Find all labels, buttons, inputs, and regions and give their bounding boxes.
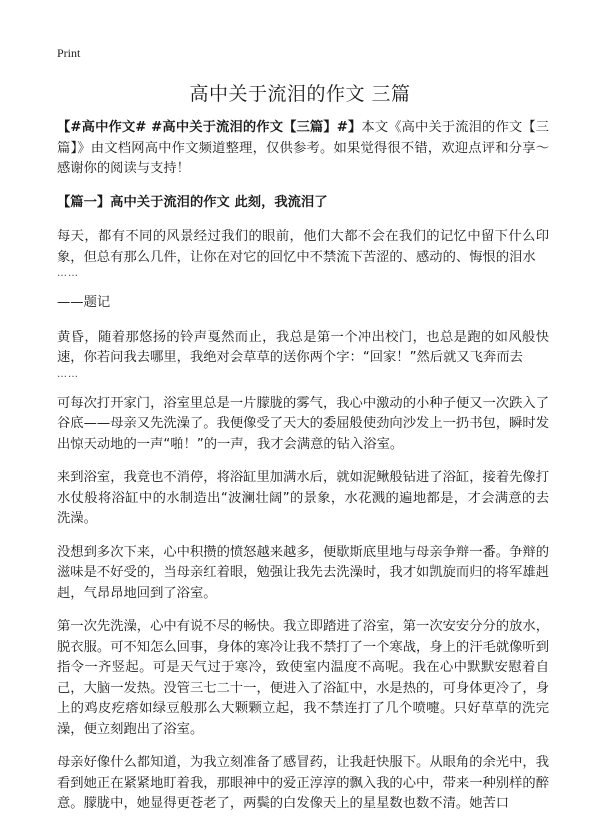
article-paragraph: 没想到多次下来，心中积攒的愤怒越来越多，便歇斯底里地与母亲争辩一番。争辩的滋味是不好受的，当母亲红着眼，勉强让我先去洗澡时，我才如凯旋而归的将军雄赳赳，气昂昂地回到了浴室。: [57, 544, 549, 601]
epigraph-sign: ——题记: [57, 295, 111, 310]
paragraph-text: 每天，都有不同的风景经过我们的眼前，他们大都不会在我们的记忆中留下什么印象，但总有那么几件，让你在对它的回忆中不禁流下苦涩的、感动的、悔恨的泪水: [57, 229, 549, 265]
article-body: [57, 118, 549, 828]
article-paragraph: [57, 227, 549, 280]
article-paragraph: 可每次打开家门，浴室里总是一片朦胧的雾气，我心中激动的小种子便又一次跌入了谷底——母亲又先洗澡了。我便像受了天大的委屈般使劲向沙发上一扔书包，瞬时发出惊天动地的一声“啪！”的一声，我才会满意的钻入浴室。: [57, 395, 549, 452]
page-title: 高中关于流泪的作文 三篇: [189, 83, 411, 105]
intro-paragraph: [57, 118, 549, 180]
article-paragraph: 第一次先洗澡，心中有说不尽的畅快。我立即踏进了浴室，第一次安安分分的放水，脱衣服。可不知怎么回事，身体的寒冷让我不禁打了一个寒战，身上的汗毛就像听到指令一齐竖起。可是天气过于寒冷，致使室内温度不高呢。我在心中默默安慰着自己，大脑一发热。没管三七二十一，便进入了浴缸中，水是热的，可身体更冷了，身上的鸡皮疙瘩如绿豆般那么大颗颗立起，我不禁连打了几个喷嚏。只好草草的洗完澡，便立刻跑出了浴室。: [57, 619, 549, 737]
ellipsis: ……: [57, 268, 79, 279]
article-paragraph: 母亲好像什么都知道，为我立刻准备了感冒药，让我赶快服下。从眼角的余光中，我看到她正在紧紧地盯着我，那眼神中的爱正淳淳的飘入我的心中，带来一种别样的醉意。朦胧中，她显得更苍老了，两鬓的白发像天上的星星数也数不清。她苦口: [57, 755, 549, 811]
article-paragraph: 来到浴室，我竟也不消停，将浴缸里加满水后，就如泥鳅般钻进了浴缸，接着先像打水仗般将浴缸中的水制造出“波澜壮阔”的景象，水花溅的遍地都是，才会满意的去洗澡。: [57, 470, 549, 526]
paragraph-text: 黄昏，随着那悠扬的铃声戛然而止，我总是第一个冲出校门，也总是跑的如风般快速，你若问我去哪里，我绝对会草草的送你两个字：“回家！”然后就又飞奔而去: [57, 329, 549, 365]
intro-text: 本文《高中关于流泪的作文【三篇】》由文档网高中作文频道整理，仅供参考。如果觉得很不错，欢迎点评和分享～感谢你的阅读与支持！: [57, 120, 549, 176]
ellipsis: ……: [57, 368, 79, 380]
article-paragraph: [57, 328, 549, 381]
print-link[interactable]: Print: [57, 46, 81, 60]
intro-tag: 【#高中作文# #高中关于流泪的作文【三篇】#】: [57, 120, 362, 135]
section-heading: 【篇一】高中关于流泪的作文 此刻，我流泪了: [57, 194, 328, 210]
